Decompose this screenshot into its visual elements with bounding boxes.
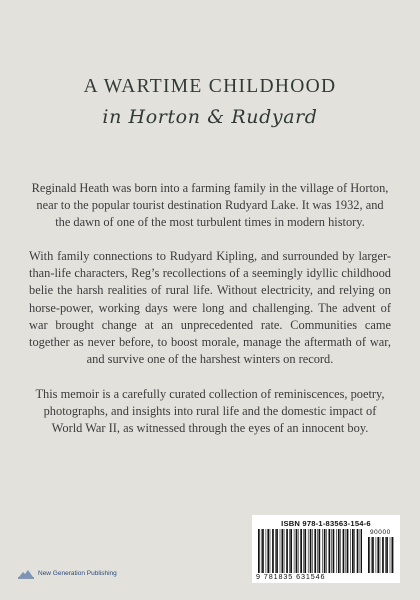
barcode-bar bbox=[296, 529, 298, 573]
barcode-bar bbox=[272, 529, 274, 573]
barcode-bar bbox=[275, 529, 276, 573]
barcode-bar bbox=[289, 529, 290, 573]
ean-digits: 9 781835 631546 bbox=[256, 572, 326, 581]
barcode-bar bbox=[286, 529, 288, 573]
ean-barcode bbox=[258, 529, 362, 573]
barcode-bar bbox=[329, 529, 331, 573]
barcode-bar bbox=[377, 537, 379, 573]
barcode-bar bbox=[326, 529, 327, 573]
barcode-bar bbox=[262, 529, 264, 573]
barcode-bar bbox=[266, 529, 267, 573]
barcode-bar bbox=[382, 537, 384, 573]
barcode-bar bbox=[331, 529, 332, 573]
price-addon-barcode bbox=[368, 537, 394, 573]
barcode-bar bbox=[308, 529, 309, 573]
barcode-bar bbox=[324, 529, 326, 573]
barcode-bar bbox=[290, 529, 292, 573]
barcode-bar bbox=[270, 529, 271, 573]
barcode-bar bbox=[304, 529, 306, 573]
barcode-bar bbox=[372, 537, 374, 573]
barcode-panel bbox=[252, 515, 400, 583]
book-title: A WARTIME CHILDHOOD bbox=[83, 76, 337, 97]
barcode-bar bbox=[350, 529, 351, 573]
barcode-bar bbox=[298, 529, 299, 573]
barcode-bar bbox=[392, 537, 394, 573]
barcode-bar bbox=[333, 529, 335, 573]
barcode-bar bbox=[338, 529, 340, 573]
publisher-name: New Generation Publishing bbox=[38, 570, 117, 577]
barcode-bar bbox=[314, 529, 316, 573]
barcode-bar bbox=[343, 529, 345, 573]
barcode-bar bbox=[336, 529, 337, 573]
barcode-bar bbox=[284, 529, 285, 573]
barcode-bar bbox=[322, 529, 323, 573]
barcode-bar bbox=[340, 529, 341, 573]
blurb-paragraph-1: Reginald Heath was born into a farming family in the village of Horton, near to the popular tourist destination Rudyard Lake. It was 1932, and the dawn of one of the most turbulent times in modern history. bbox=[31, 181, 389, 230]
isbn-label: ISBN 978-1-83563-154-6 bbox=[281, 519, 371, 528]
barcode-bar bbox=[312, 529, 313, 573]
barcode-bar bbox=[380, 537, 381, 573]
barcode-bar bbox=[347, 529, 349, 573]
addon-digits: 90000 bbox=[370, 529, 391, 536]
barcode-bar bbox=[261, 529, 262, 573]
barcode-bar bbox=[390, 537, 391, 573]
barcode-bar bbox=[360, 529, 361, 573]
barcode-bar bbox=[317, 529, 318, 573]
barcode-bar bbox=[258, 529, 260, 573]
barcode-bar bbox=[303, 529, 304, 573]
barcode-bar bbox=[267, 529, 269, 573]
barcode-bar bbox=[294, 529, 295, 573]
blurb-paragraph-2: With family connections to Rudyard Kipling, and surrounded by larger-than-life characters, Reg’s recollections of a seemingly idyllic childhood belie the harsh realities of rural life. Without electricity, and relying on horse-power, working days were long and challenging. The advent of war brought change at an unprecedented rate. Communities came together as never before, to boost morale, manage the aftermath of war, and survive one of the harshest winters on record. bbox=[29, 249, 391, 367]
barcode-bar bbox=[300, 529, 302, 573]
barcode-bar bbox=[346, 529, 347, 573]
barcode-bar bbox=[386, 537, 388, 573]
publisher-imprint bbox=[18, 568, 117, 579]
book-subtitle: in Horton & Rudyard bbox=[102, 106, 318, 128]
barcode-bar bbox=[376, 537, 377, 573]
barcode-bar bbox=[282, 529, 284, 573]
barcode-bar bbox=[361, 529, 362, 573]
barcode-bar bbox=[280, 529, 281, 573]
barcode-bar bbox=[276, 529, 278, 573]
barcode-bar bbox=[385, 537, 386, 573]
barcode-bar bbox=[354, 529, 355, 573]
barcode-bar bbox=[310, 529, 312, 573]
blurb-paragraph-3: This memoir is a carefully curated collection of reminiscences, poetry, photographs, and insights into rural life and the domestic impact of World War II, as witnessed through the eyes of an innocent boy. bbox=[35, 387, 385, 436]
barcode-bar bbox=[371, 537, 372, 573]
barcode-bar bbox=[368, 537, 370, 573]
barcode-bar bbox=[352, 529, 354, 573]
barcode-bar bbox=[319, 529, 321, 573]
publisher-logo-icon bbox=[18, 568, 34, 579]
barcode-bar bbox=[357, 529, 359, 573]
